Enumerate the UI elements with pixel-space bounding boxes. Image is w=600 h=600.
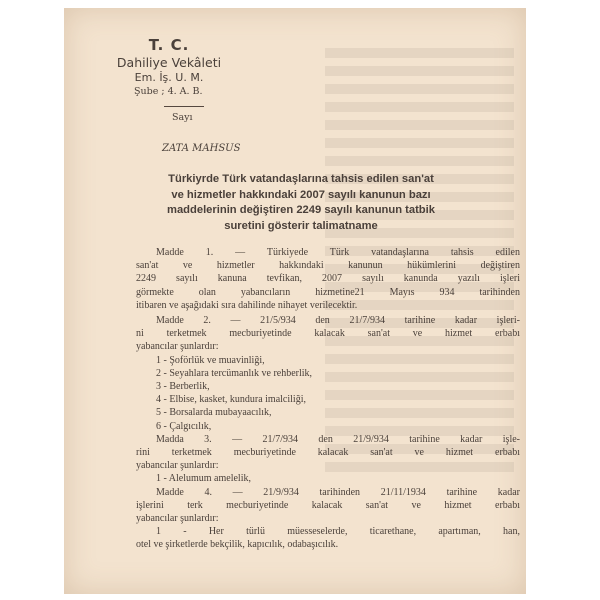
document-title xyxy=(104,172,498,234)
article-line: ni terketmek mecburiyetinde kalacak san'at ve hizmet erbabı xyxy=(136,328,520,340)
list-item: 5 - Borsalarda mubayaacılık, xyxy=(156,407,272,419)
article-line: görmekte olan yabancıların hizmetine21 Mayıs 934 tarihinden xyxy=(136,286,520,298)
letterhead-ministry: Dahiliye Vekâleti xyxy=(116,55,222,70)
list-item: 6 - Çalgıcılık, xyxy=(156,420,212,432)
list-item: 4 - Elbise, kasket, kundura imalciliği, xyxy=(156,394,306,406)
number-label: Sayı xyxy=(172,112,193,123)
number-line xyxy=(164,106,204,107)
letterhead-branch: Şube ; 4. A. B. xyxy=(134,86,203,97)
list-item: 2 - Seyahlara tercümanlık ve rehberlik, xyxy=(156,367,313,379)
article-3 xyxy=(136,433,520,486)
list-item: 1 - Alelumum amelelik, xyxy=(156,473,251,485)
classification-label: ZATA MAHSUS xyxy=(162,143,241,154)
title-line: suretini gösterir talimatname xyxy=(224,219,378,232)
article-line: Madde 4. — 21/9/934 tarihinden 21/11/1934 tarihine kadar xyxy=(156,486,520,498)
article-4 xyxy=(136,486,520,552)
letterhead xyxy=(114,36,224,97)
letterhead-tc: T. C. xyxy=(148,36,190,54)
title-line: ve hizmetler hakkındaki 2007 sayılı kanunun bazı xyxy=(171,188,431,201)
document-page xyxy=(64,8,526,594)
article-line: Madde 2. — 21/5/934 den 21/7/934 tarihine kadar işleri- xyxy=(156,315,520,327)
article-line: yabancılar şunlardır: xyxy=(136,460,219,472)
list-item: 1 - Her türlü müesseselerde, ticarethane, apartıman, han, xyxy=(156,526,520,538)
article-line: işlerini terk mecburiyetinde kalacak san'at ve hizmet erbabı xyxy=(136,499,520,511)
title-line: maddelerinin değiştiren 2249 sayılı kanunun tatbik xyxy=(167,204,435,216)
article-line: itibaren ve aşağıdaki sıra dahilinde nihayet verilecektir. xyxy=(136,299,358,311)
article-line: Madde 1. — Türkiyede Türk vatandaşlarına tahsis edilen xyxy=(156,247,520,258)
document-body xyxy=(136,246,520,552)
list-item: 1 - Şoförlük ve muavinliği, xyxy=(156,354,265,366)
article-2 xyxy=(136,314,520,433)
letterhead-department: Em. İş. U. M. xyxy=(134,71,204,84)
list-item: 3 - Berberlik, xyxy=(156,381,210,393)
article-line: 2249 sayılı kanuna tevfikan, 2007 sayılı kanunda yazılı işleri xyxy=(136,273,520,285)
title-line: Türkiyrde Türk vatandaşlarına tahsis edilen san'at xyxy=(168,173,434,185)
article-line: Madda 3. — 21/7/934 den 21/9/934 tarihine kadar işle- xyxy=(156,433,520,445)
article-line: san'at ve hizmetler hakkındaki kanunun hükümlerini değiştiren xyxy=(136,260,520,272)
article-line: yabancılar şunlardır: xyxy=(136,513,219,525)
list-item: otel ve şirketlerde bekçilik, kapıcılık, odabaşıcılık. xyxy=(136,539,339,551)
article-line: yabancılar şunlardır: xyxy=(136,341,219,353)
article-1 xyxy=(136,246,520,312)
article-line: rini terketmek mecburiyetinde kalacak san'at ve hizmet erbabı xyxy=(136,447,520,459)
